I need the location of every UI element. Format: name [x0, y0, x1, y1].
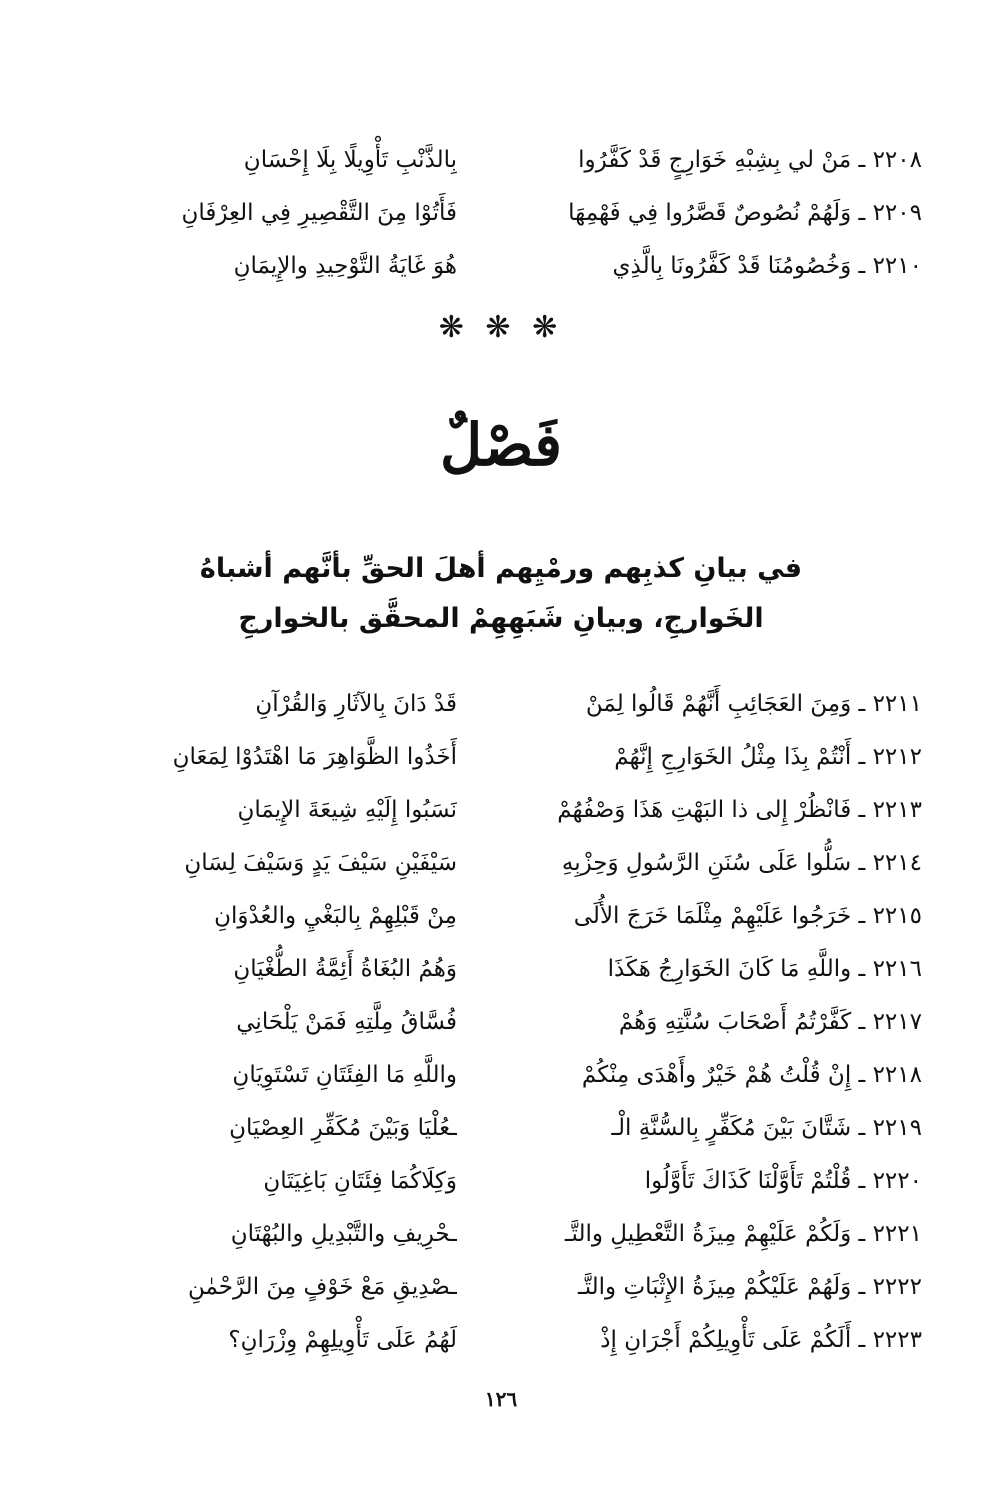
verse-first-hemistich: ٢٢١٢ ـ أَنْتُمْ بِذَا مِثْلُ الخَوَارِجِ إِنَّهُمْ: [614, 744, 922, 770]
verse-second-hemistich: بِالذَّنْبِ تَأْوِيلًا بِلَا إِحْسَانِ: [243, 147, 457, 173]
verse-line: [0, 1314, 1002, 1367]
verse-first-hemistich: ٢٢٠٨ ـ مَنْ لي بِشِبْهِ خَوَارِجٍ قَدْ كَفَّرُوا: [578, 147, 922, 173]
verse-line: [0, 240, 1002, 293]
verse-second-hemistich: لَهُمُ عَلَى تَأْوِيلِهِمْ وِزْرَانِ؟: [228, 1327, 457, 1353]
verse-first-hemistich: ٢٢٢١ ـ وَلَكُمْ عَلَيْهِمْ مِيزَةُ التَّعْطِيلِ والتَّـ: [564, 1221, 922, 1247]
verse-second-hemistich: سَيْفَيْنِ سَيْفَ يَدٍ وَسَيْفَ لِسَانِ: [184, 850, 457, 876]
verse-second-hemistich: هُوَ غَايَةُ التَّوْحِيدِ والإِيمَانِ: [233, 253, 457, 279]
verse-first-hemistich: ٢٢١٨ ـ إِنْ قُلْتُ هُمْ خَيْرٌ وأَهْدَى مِنْكُمْ: [581, 1062, 922, 1088]
verse-first-hemistich: ٢٢١٦ ـ واللَّهِ مَا كَانَ الخَوَارِجُ هَكَذَا: [607, 956, 922, 982]
verse-line: [0, 1208, 1002, 1261]
verse-second-hemistich: وَهُمُ البُغَاةُ أَئِمَّةُ الطُّغْيَانِ: [233, 956, 457, 982]
top-verses: [0, 134, 1002, 293]
verse-line: [0, 1155, 1002, 1208]
verse-line: [0, 1049, 1002, 1102]
verse-line: [0, 784, 1002, 837]
verse-line: [0, 1261, 1002, 1314]
verse-line: [0, 134, 1002, 187]
verse-line: [0, 837, 1002, 890]
verse-line: [0, 943, 1002, 996]
main-verses: [0, 678, 1002, 1367]
verse-first-hemistich: ٢٢١١ ـ وَمِنَ العَجَائِبِ أَنَّهُمْ قَالُوا لِمَنْ: [585, 691, 922, 717]
verse-first-hemistich: ٢٢١٣ ـ فَانْظُرْ إِلى ذا البَهْتِ هَذَا وَصْفُهُمْ: [557, 797, 922, 823]
verse-second-hemistich: قَدْ دَانَ بِالآثَارِ وَالقُرْآنِ: [255, 691, 457, 717]
section-heading-line-1: في بيانِ كذبِهم ورمْيِهم أهلَ الحقِّ بأنَّهم أشباهُ: [199, 553, 803, 584]
verse-first-hemistich: ٢٢١٧ ـ كَفَّرْتُمُ أَصْحَابَ سُنَّتِهِ وَهُمْ: [618, 1009, 922, 1035]
verse-line: [0, 187, 1002, 240]
verse-second-hemistich: واللَّهِ مَا الفِئَتَانِ تَسْتَوِيَانِ: [232, 1062, 457, 1088]
verse-second-hemistich: أَخَذُوا الظَّوَاهِرَ مَا اهْتَدُوْا لِمَعَانِ: [172, 744, 457, 770]
verse-second-hemistich: مِنْ قَبْلِهِمْ بِالبَغْيِ والعُدْوَانِ: [214, 903, 457, 929]
verse-line: [0, 731, 1002, 784]
verse-second-hemistich: ـصْدِيقِ مَعْ خَوْفٍ مِنَ الرَّحْمٰنِ: [187, 1274, 457, 1300]
verse-line: [0, 1102, 1002, 1155]
verse-second-hemistich: ـعُلْيَا وَبَيْنَ مُكَفِّرِ العِصْيَانِ: [229, 1115, 457, 1141]
verse-first-hemistich: ٢٢٢٠ ـ قُلْتُمْ تَأَوَّلْنَا كَذَاكَ تَأَوَّلُوا: [644, 1168, 922, 1194]
verse-second-hemistich: ـحْرِيفِ والتَّبْدِيلِ والبُهْتَانِ: [230, 1221, 457, 1247]
verse-first-hemistich: ٢٢٢٢ ـ وَلَهُمْ عَلَيْكُمْ مِيزَةُ الإِثْبَاتِ والتَّـ: [577, 1274, 922, 1300]
verse-first-hemistich: ٢٢١٤ ـ سَلُّوا عَلَى سُنَنِ الرَّسُولِ وَحِزْبِهِ: [561, 850, 922, 876]
verse-first-hemistich: ٢٢٢٣ ـ أَلَكُمْ عَلَى تَأْوِيلِكُمْ أَجْرَانِ إِذْ: [600, 1327, 922, 1353]
verse-first-hemistich: ٢٢١٥ ـ خَرَجُوا عَلَيْهِمْ مِثْلَمَا خَرَجَ الأُلَى: [573, 903, 922, 929]
verse-second-hemistich: وَكِلَاكُمَا فِئَتَانِ بَاغِيَتَانِ: [263, 1168, 457, 1194]
verse-line: [0, 678, 1002, 731]
page-number: ١٢٦: [484, 1387, 518, 1411]
verse-line: [0, 996, 1002, 1049]
verse-line: [0, 890, 1002, 943]
section-separator: ❋ ❋ ❋: [438, 310, 564, 345]
section-title: فَصْلٌ: [440, 411, 562, 479]
verse-second-hemistich: فُسَّاقُ مِلَّتِهِ فَمَنْ يَلْحَانِي: [236, 1009, 457, 1035]
verse-first-hemistich: ٢٢١٠ ـ وَخُصُومُنَا قَدْ كَفَّرُونَا بِالَّذِي: [612, 253, 922, 279]
verse-first-hemistich: ٢٢١٩ ـ شَتَّانَ بَيْنَ مُكَفِّرٍ بِالسُّنَّةِ الْـ: [611, 1115, 922, 1141]
verse-second-hemistich: نَسَبُوا إِلَيْهِ شِيعَةَ الإِيمَانِ: [237, 797, 457, 823]
verse-first-hemistich: ٢٢٠٩ ـ وَلَهُمْ نُصُوصٌ قَصَّرُوا فِي فَهْمِهَا: [568, 200, 922, 226]
section-heading-line-2: الخَوارجِ، وبيانِ شَبَهِهِمْ المحقَّق بالخوارجِ: [238, 603, 764, 634]
verse-second-hemistich: فَأَتُوْا مِنَ التَّقْصِيرِ فِي العِرْفَانِ: [181, 200, 457, 226]
